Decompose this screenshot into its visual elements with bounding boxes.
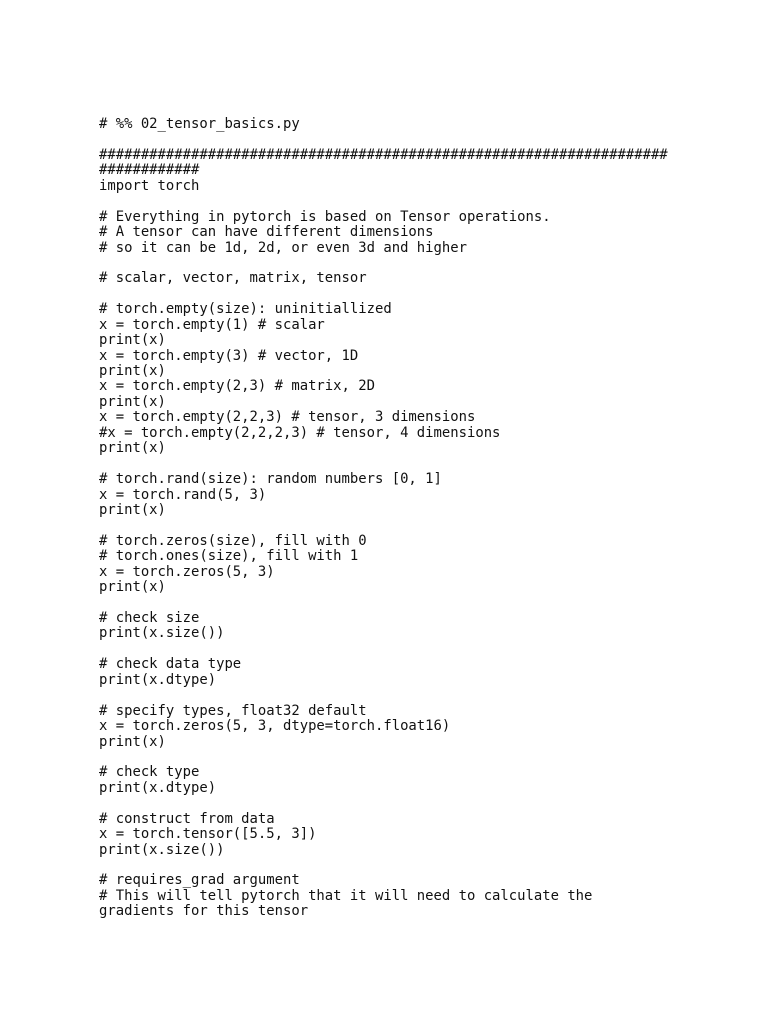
code-line: x = torch.zeros(5, 3, dtype=torch.float16): [99, 718, 451, 735]
code-line: print(x.size()): [99, 625, 225, 642]
blank-line: [99, 194, 739, 209]
code-line: print(x.dtype): [99, 671, 217, 688]
blank-line: [99, 457, 739, 472]
code-line: # requires_grad argument: [99, 872, 300, 889]
blank-line: [99, 796, 739, 811]
code-line: # construct from data: [99, 810, 275, 827]
code-line: ############: [99, 162, 200, 179]
code-line: print(x): [99, 733, 166, 750]
blank-line: [99, 858, 739, 873]
code-line: x = torch.rand(5, 3): [99, 486, 267, 503]
blank-line: [99, 750, 739, 765]
code-line: import torch: [99, 177, 200, 194]
code-line: print(x): [99, 363, 166, 379]
blank-line: [99, 596, 739, 611]
code-line: # This will tell pytorch that it will need to calculate the: [99, 887, 593, 904]
code-line: # check data type: [99, 656, 242, 673]
code-line: # torch.rand(size): random numbers [0, 1]: [99, 471, 442, 488]
code-line: x = torch.tensor([5.5, 3]): [99, 826, 317, 843]
code-line: # torch.ones(size), fill with 1: [99, 548, 359, 565]
code-line: # %% 02_tensor_basics.py: [99, 116, 300, 132]
code-line: # A tensor can have different dimensions: [99, 224, 434, 241]
code-line: x = torch.empty(3) # vector, 1D: [99, 347, 359, 364]
code-line: x = torch.zeros(5, 3): [99, 563, 275, 580]
code-line: # check type: [99, 764, 200, 781]
code-line: # torch.zeros(size), fill with 0: [99, 532, 367, 549]
code-line: print(x.size()): [99, 841, 225, 858]
code-line: x = torch.empty(2,3) # matrix, 2D: [99, 378, 375, 395]
code-line: print(x.dtype): [99, 779, 217, 796]
code-line: # specify types, float32 default: [99, 702, 367, 719]
blank-line: [99, 642, 739, 657]
code-line: # so it can be 1d, 2d, or even 3d and higher: [99, 239, 467, 256]
blank-line: [99, 287, 739, 302]
code-line: ####################################################################: [99, 146, 668, 163]
code-line: #x = torch.empty(2,2,2,3) # tensor, 4 dimensions: [99, 424, 501, 441]
code-line: # torch.empty(size): uninitiallized: [99, 301, 392, 318]
code-line: # scalar, vector, matrix, tensor: [99, 270, 367, 287]
code-line: x = torch.empty(1) # scalar: [99, 316, 325, 333]
code-listing: [99, 117, 739, 920]
blank-line: [99, 132, 739, 147]
blank-line: [99, 688, 739, 703]
code-line: # Everything in pytorch is based on Tensor operations.: [99, 208, 551, 225]
blank-line: [99, 256, 739, 271]
code-line: print(x): [99, 501, 166, 518]
code-line: print(x): [99, 393, 166, 410]
code-line: gradients for this tensor: [99, 903, 309, 920]
code-line: x = torch.empty(2,2,3) # tensor, 3 dimensions: [99, 409, 476, 426]
code-line: print(x): [99, 440, 166, 457]
blank-line: [99, 518, 739, 533]
code-line: # check size: [99, 610, 200, 626]
code-line: print(x): [99, 579, 166, 596]
code-line: print(x): [99, 332, 166, 349]
